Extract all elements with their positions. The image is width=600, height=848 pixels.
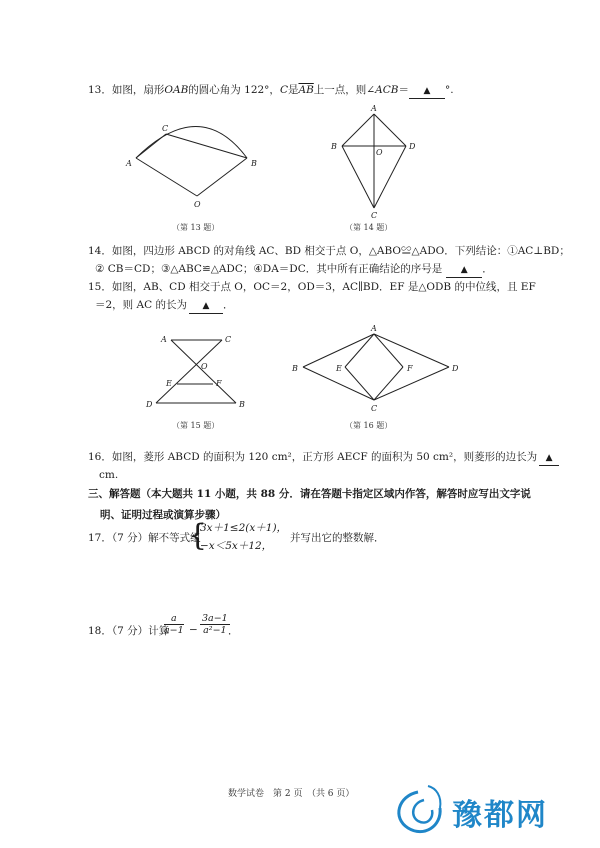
q15-text: ＝2，则 AC 的长为 [95, 299, 187, 311]
fig16-label-a: A [371, 324, 377, 333]
question-17-prefix: 17．（7 分）解不等式组 [88, 532, 201, 544]
q18-f2-numerator: 3a−1 [202, 613, 228, 624]
q13-acb: ACB [375, 84, 399, 96]
q16-text: 16．如图，菱形 ABCD 的面积为 120 cm²，正方形 AECF 的面积为 50 cm²，则菱形的边长为 [88, 451, 538, 463]
caption-fig15: （第 15 题） [172, 421, 220, 430]
question-14-line-1: 14．如图，四边形 ABCD 的对角线 AC、BD 相交于点 O，△ABO≌△ADO．下列结论：①AC⊥BD； [88, 245, 570, 257]
triangle-mark-icon: ▲ [202, 301, 210, 311]
fig15-label-c: C [225, 335, 232, 344]
page-footer: 数学试卷 第 2 页 （共 6 页） [228, 789, 355, 799]
caption-fig13: （第 13 题） [172, 223, 220, 232]
q18-end: ． [228, 625, 239, 637]
fig14-label-d: D [409, 142, 416, 151]
fig13-label-b: B [251, 159, 257, 168]
q14-text: ② CB＝CD；③△ABC≌△ADC；④DA＝DC．其中所有正确结论的序号是 [95, 263, 443, 275]
triangle-mark-icon: ▲ [423, 86, 431, 96]
fig15-label-d: D [146, 400, 153, 409]
fig14-label-c: C [371, 211, 378, 220]
system-brace: { [188, 518, 208, 553]
fig13-label-c: C [162, 124, 169, 133]
fig15-label-b: B [239, 400, 245, 409]
q13-text: 13．如图，扇形 [88, 84, 165, 96]
fig16-label-c: C [371, 404, 378, 413]
q13-text-e: ＝ [398, 84, 409, 96]
triangle-mark-icon: ▲ [460, 265, 468, 275]
q13-c: C [279, 84, 288, 96]
q13-text-d: 上一点，则∠ [313, 84, 376, 96]
fig16-label-f: F [407, 364, 413, 373]
fig14-label-o: O [376, 148, 383, 157]
section-3-heading-line-2: 明、证明过程或演算步骤） [100, 509, 226, 521]
triangle-mark-icon: ▲ [545, 453, 553, 463]
question-18-prefix: 18．（7 分）计算 [88, 625, 170, 637]
question-15-line-1: 15．如图，AB、CD 相交于点 O，OC＝2，OD＝3，AC∥BD．EF 是△ODB 的中位线，且 EF [88, 281, 536, 293]
q13-text-b: 的圆心角为 122°， [188, 84, 280, 96]
q18-minus: − [189, 624, 198, 636]
q18-f1-numerator: a [164, 613, 184, 625]
caption-fig14: （第 14 题） [345, 223, 393, 232]
question-14-line-2: ② CB＝CD；③△ABC≌△ADC；④DA＝DC．其中所有正确结论的序号是 ▲ ． [95, 263, 493, 278]
q17-inequality-1: 3x＋1≤2(x＋1)， [200, 522, 288, 534]
question-16-line-2: cm. [99, 469, 119, 481]
fig16-label-b: B [292, 364, 298, 373]
q13-oab: OAB [164, 84, 189, 96]
fig15-label-a: A [161, 335, 167, 344]
watermark-text: 豫都网 [452, 798, 548, 833]
section-3-heading-line-1: 三、解答题（本大题共 11 小题，共 88 分．请在答题卡指定区域内作答，解答时应写出文字说 [88, 488, 531, 500]
swirl-logo-icon [399, 786, 441, 832]
fig13-label-o: O [194, 200, 201, 209]
q17-suffix: 并写出它的整数解． [290, 532, 385, 544]
caption-fig16: （第 16 题） [345, 421, 393, 430]
q17-inequality-2: −x＜5x＋12， [200, 540, 273, 552]
fig15-label-o: O [201, 362, 208, 371]
question-15-line-2: ＝2，则 AC 的长为 ▲ ． [95, 299, 233, 314]
fig14-label-a: A [371, 104, 377, 113]
q13-text-c: 是 [287, 84, 299, 96]
fig15-label-f: F [216, 379, 222, 388]
fig16-label-d: D [452, 364, 459, 373]
fig14-label-b: B [331, 142, 337, 151]
q13-arc: $\overline{AB}$ [298, 84, 314, 96]
q18-f1-denominator: a−1 [164, 625, 184, 636]
q18-f2-denominator: a²−1 [203, 625, 227, 636]
fig16-label-e: E [336, 364, 342, 373]
q13-unit: °. [444, 84, 454, 96]
fig15-label-e: E [166, 379, 172, 388]
fig13-label-a: A [126, 159, 132, 168]
